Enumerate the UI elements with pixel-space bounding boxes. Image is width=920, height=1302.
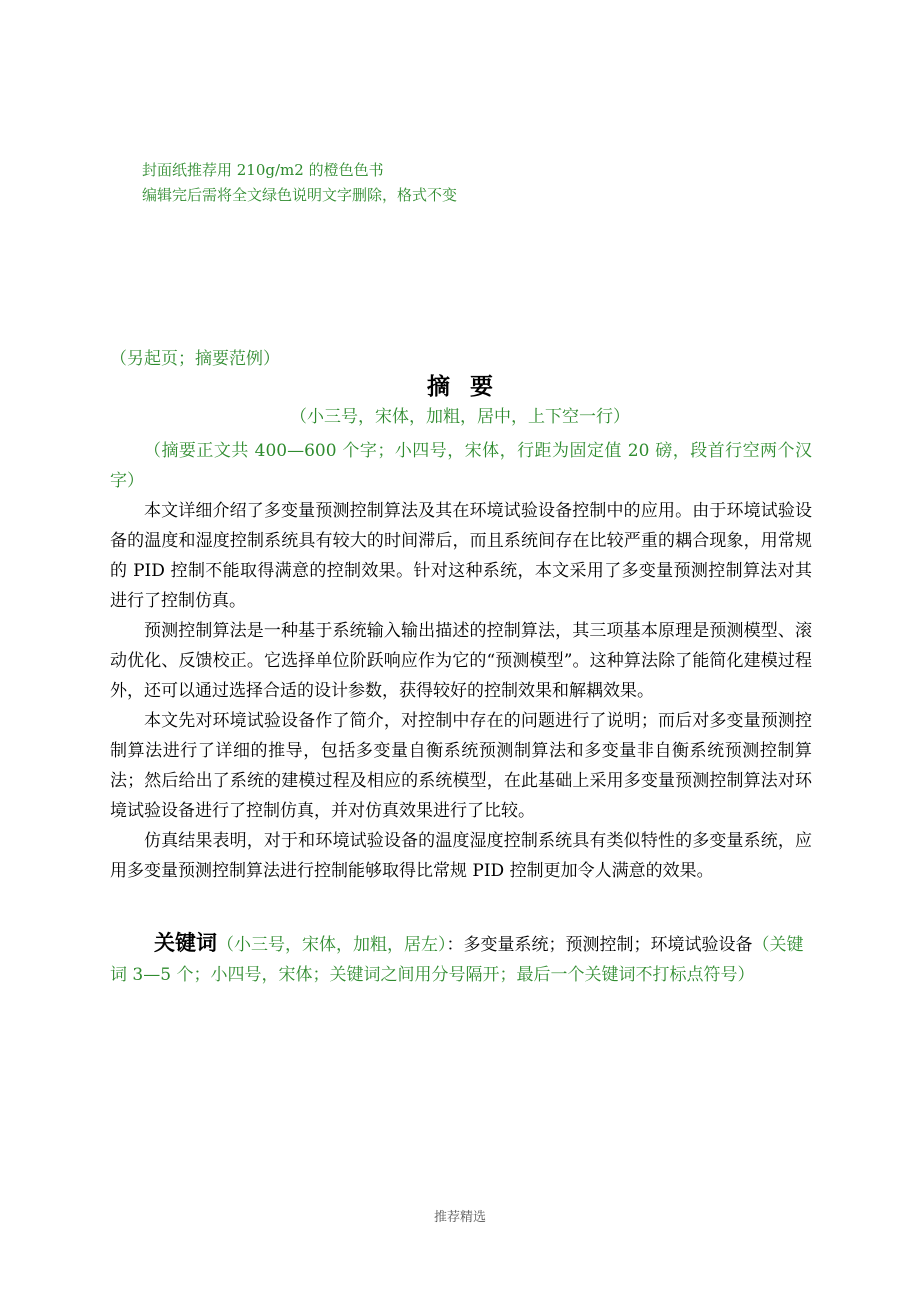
- abstract-paragraph-3: 本文先对环境试验设备作了简介，对控制中存在的问题进行了说明；而后对多变量预测控制算法进行了详细的推导，包括多变量自衡系统预测制算法和多变量非自衡系统预测控制算法；然后给出了系统的建模过程及相应的系统模型，在此基础上采用多变量预测控制算法对环境试验设备进行了控制仿真，并对仿真效果进行了比较。: [110, 711, 812, 821]
- abstract-title-char-1: 摘: [427, 374, 450, 400]
- keywords-label-format-note: （小三号，宋体，加粗，居左）: [217, 935, 447, 955]
- abstract-paragraph-2: 预测控制算法是一种基于系统输入输出描述的控制算法，其三项基本原理是预测模型、滚动优化、反馈校正。它选择单位阶跃响应作为它的“预测模型”。这种算法除了能简化建模过程外，还可以通过选择合适的设计参数，获得较好的控制效果和解耦效果。: [110, 621, 812, 701]
- abstract-title-char-2: 要: [470, 374, 493, 400]
- abstract-title: [0, 371, 920, 403]
- title-format-note: （小三号，宋体，加粗，居中，上下空一行）: [290, 407, 630, 427]
- cover-instruction-note: [142, 158, 457, 208]
- cover-paper-note: 封面纸推荐用 210g/m2 的橙色色书: [142, 161, 384, 179]
- keywords-label: 关键词: [154, 931, 217, 955]
- page-footer: 推荐精选: [433, 1210, 486, 1225]
- keywords-section: [110, 928, 812, 990]
- abstract-body: [110, 436, 812, 886]
- keywords-values: ：多变量系统；预测控制；环境试验设备: [446, 935, 753, 955]
- abstract-paragraph-1: 本文详细介绍了多变量预测控制算法及其在环境试验设备控制中的应用。由于环境试验设备的温度和湿度控制系统具有较大的时间滞后，而且系统间存在比较严重的耦合现象，用常规的 PID 控制不能取得满意的控制效果。针对这种系统，本文采用了多变量预测控制算法对其进行了控制仿真。: [110, 501, 812, 611]
- keywords-format-note: （关键词 3—5 个；小四号，宋体；关键词之间用分号隔开；最后一个关键词不打标点符号）: [110, 935, 804, 985]
- body-format-note: （摘要正文共 400—600 个字；小四号，宋体，行距为固定值 20 磅，段首行空两个汉字）: [110, 441, 812, 491]
- abstract-paragraph-4: 仿真结果表明，对于和环境试验设备的温度湿度控制系统具有类似特性的多变量系统，应用多变量预测控制算法进行控制能够取得比常规 PID 控制更加令人满意的效果。: [110, 831, 812, 881]
- new-page-note: （另起页；摘要范例）: [110, 349, 280, 369]
- delete-green-text-note: 编辑完后需将全文绿色说明文字删除，格式不变: [142, 186, 458, 204]
